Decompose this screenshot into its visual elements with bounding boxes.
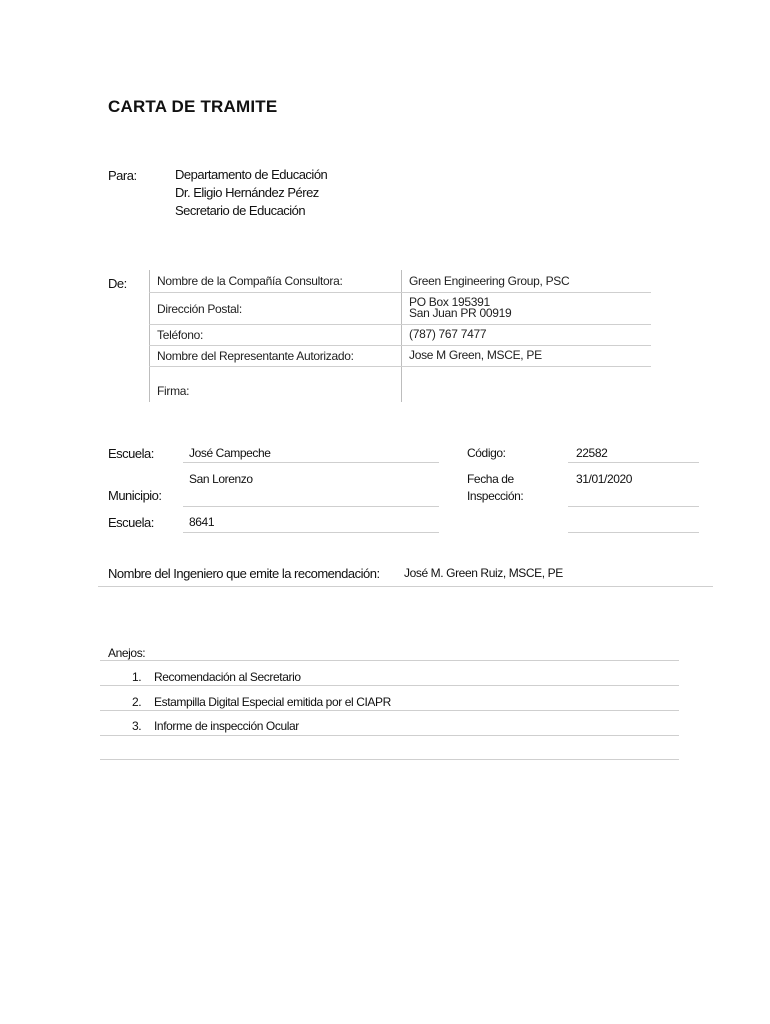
row-value: Green Engineering Group, PSC [409, 274, 570, 288]
escuela-code-value: 8641 [189, 515, 215, 529]
row-label: Firma: [157, 384, 190, 398]
row-label: Dirección Postal: [157, 302, 242, 316]
fecha-label-1: Fecha de [467, 472, 514, 486]
codigo-label: Código: [467, 446, 506, 460]
codigo-value: 22582 [576, 446, 608, 460]
row-value: San Juan PR 00919 [409, 306, 512, 320]
table-row [149, 292, 651, 325]
row-label: Teléfono: [157, 328, 204, 342]
sender-table [149, 270, 651, 402]
row-value: PO Box 195391 [409, 295, 490, 309]
escuela-code-label: Escuela: [108, 515, 154, 530]
para-recipient [175, 166, 327, 220]
fecha-value: 31/01/2020 [576, 472, 633, 486]
row-value: (787) 767 7477 [409, 327, 487, 341]
table-row [149, 345, 651, 367]
recipient-line: Dr. Eligio Hernández Pérez [175, 185, 319, 200]
escuela-label: Escuela: [108, 446, 154, 461]
row-value: Jose M Green, MSCE, PE [409, 348, 542, 362]
list-item-number: 3. [132, 719, 142, 733]
de-label: De: [108, 276, 127, 291]
document-title: CARTA DE TRAMITE [108, 97, 278, 116]
engineer-value: José M. Green Ruiz, MSCE, PE [404, 566, 563, 580]
engineer-label: Nombre del Ingeniero que emite la recomendación: [108, 566, 380, 581]
recipient-line: Secretario de Educación [175, 203, 306, 218]
list-item: Estampilla Digital Especial emitida por el CIAPR [154, 695, 391, 709]
row-label: Nombre del Representante Autorizado: [157, 349, 354, 363]
anejos-label: Anejos: [108, 646, 146, 660]
para-label: Para: [108, 168, 137, 183]
municipio-value: San Lorenzo [189, 472, 253, 486]
fecha-label-2: Inspección: [467, 489, 524, 503]
recipient-line: Departamento de Educación [175, 167, 328, 182]
list-item: Informe de inspección Ocular [154, 719, 299, 733]
escuela-value: José Campeche [189, 446, 271, 460]
list-item: Recomendación al Secretario [154, 670, 301, 684]
table-row [149, 270, 651, 293]
table-row [149, 324, 651, 346]
list-item-number: 1. [132, 670, 142, 684]
row-label: Nombre de la Compañía Consultora: [157, 274, 343, 288]
municipio-label: Municipio: [108, 488, 162, 503]
list-item-number: 2. [132, 695, 142, 709]
table-row [149, 366, 651, 402]
